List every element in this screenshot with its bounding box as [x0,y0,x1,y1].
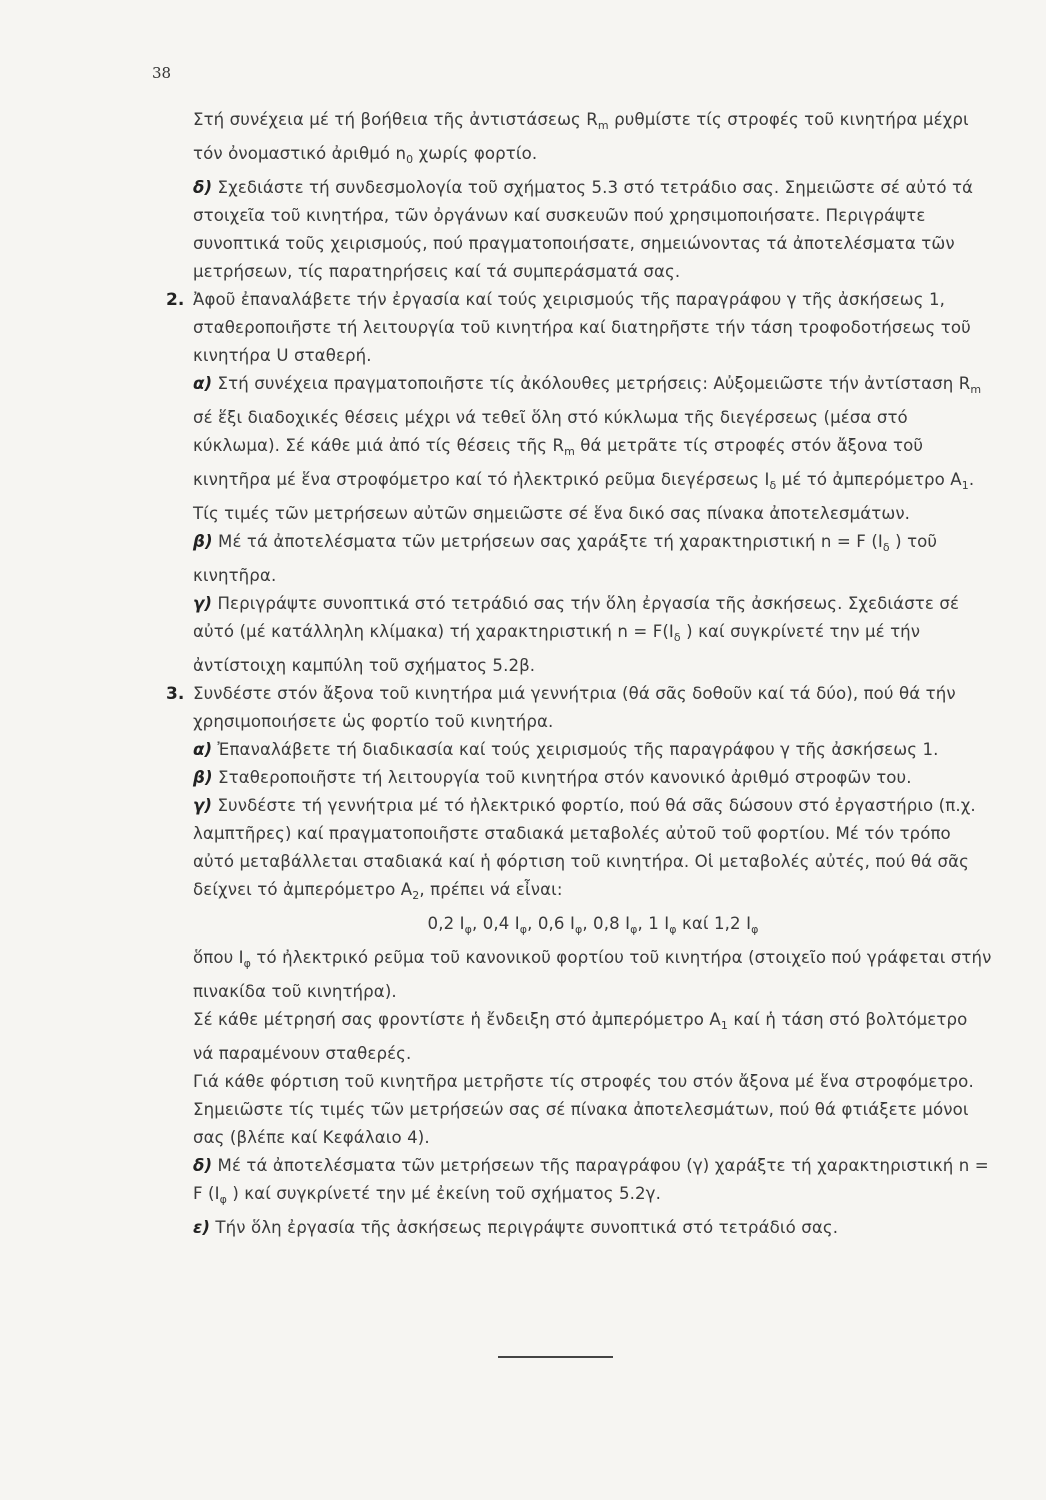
sec3-item-a: α) Ἐπαναλάβετε τή διαδικασία καί τούς χειρισμούς τῆς παραγράφου γ τῆς ἀσκήσεως 1. [193,740,939,759]
sec2-item-b: β) Μέ τά ἀποτελέσματα τῶν μετρήσεων σας χαράξτε τή χαρακτηριστική n = F ($I_\delta$ ) τοῦ κινητῆρα. [193,532,938,585]
sec3-intro: 3. Συνδέστε στόν ἄξονα τοῦ κινητήρα μιά γεννήτρια (θά σᾶς δοθοῦν καί τά δύο), πού θά τήν χρησιμοποιήσετε ὡς φορτίο τοῦ κινητήρα. [193,680,993,736]
sec3-where: ὅπου $I_\varphi$ τό ἠλεκτρικό ρεῦμα τοῦ κανονικοῦ φορτίου τοῦ κινητήρα (στοιχεῖο πού γράφεται στήν πινακίδα τοῦ κινητήρα). [193,948,992,1001]
end-rule [498,1356,613,1358]
page-body [166,106,993,1242]
sec3-item-c: γ) Συνδέστε τή γεννήτρια μέ τό ἠλεκτρικό φορτίο, πού θά σᾶς δώσουν στό ἐργαστήριο (π.χ. λαμπτῆρες) καί πραγματοποιῆστε σταδιακά μεταβολές αὐτοῦ τοῦ φορτίου. Μέ τόν τρόπο αὐτό μεταβάλλεται σταδιακά καί ἡ φόρτιση τοῦ κινητήρα. Οἱ μεταβολές αὐτές, πού θά σᾶς δείχνει τό ἀμπερόμετρο $A_2$, πρέπει νά εἶναι: [193,796,976,902]
sec3-item-e: ε) Τήν ὅλη ἐργασία τῆς ἀσκήσεως περιγράψτε συνοπτικά στό τετράδιό σας. [193,1218,839,1237]
page-number: 38 [152,64,172,82]
sec3-load: Γιά κάθε φόρτιση τοῦ κινητῆρα μετρῆστε τίς στροφές του στόν ἄξονα μέ ἕνα στροφόμετρο. Σημειῶστε τίς τιμές τῶν μετρήσεών σας σέ πίνακα ἀποτελεσμάτων, πού θά φτιάξετε μόνοι σας (βλέπε καί Κεφάλαιο 4). [193,1072,974,1147]
sec2-item-a: α) Στή συνέχεια πραγματοποιῆστε τίς ἀκόλουθες μετρήσεις: Αὐξομειῶστε τήν ἀντίσταση $R_m$ σέ ἕξι διαδοχικές θέσεις μέχρι νά τεθεῖ ὅλη στό κύκλωμα τῆς διεγέρσεως (μέσα στό κύκλωμα). Σέ κάθε μιά ἀπό τίς θέσεις τῆς $R_m$ θά μετρᾶτε τίς στροφές στόν ἄξονα τοῦ κινητῆρα μέ ἕνα στροφόμετρο καί τό ἠλεκτρικό ρεῦμα διεγέρσεως $I_\delta$ μέ τό ἀμπερόμετρο $A_1$. Τίς τιμές τῶν μετρήσεων αὐτῶν σημειῶστε σέ ἕνα δικό σας πίνακα ἀποτελεσμάτων. [193,374,982,523]
sec1-item-d: δ) Σχεδιάστε τή συνδεσμολογία τοῦ σχήματος 5.3 στό τετράδιο σας. Σημειῶστε σέ αὐτό τά στοιχεῖα τοῦ κινητήρα, τῶν ὀργάνων καί συσκευῶν πού χρησιμοποιήσατε. Περιγράψτε συνοπτικά τοῦς χειρισμούς, πού πραγματοποιήσατε, σημειώνοντας τά ἀποτελέσματα τῶν μετρήσεων, τίς παρατηρήσεις καί τά συμπεράσματά σας. [193,178,974,281]
sec3-item-b: β) Σταθεροποιῆστε τή λειτουργία τοῦ κινητήρα στόν κανονικό ἀριθμό στροφῶν του. [193,768,912,787]
sec2-number: 2. [166,290,185,310]
sec2-intro: 2. Ἀφοῦ ἐπαναλάβετε τήν ἐργασία καί τούς χειρισμούς τῆς παραγράφου γ τῆς ἀσκήσεως 1, σταθεροποιῆστε τή λειτουργία τοῦ κινητήρα καί διατηρῆστε τήν τάση τροφοδοτήσεως τοῦ κινητήρα U σταθερή. [193,286,993,370]
sec3-number: 3. [166,684,185,704]
load-formula: 0,2 $I_\varphi$, 0,4 $I_\varphi$, 0,6 $I_\varphi$, 0,8 $I_\varphi$, 1 $I_\varphi$ καί 1,2 $I_\varphi$ [427,914,759,936]
sec1-paragraph: Στή συνέχεια μέ τή βοήθεια τῆς ἀντιστάσεως $R_m$ ρυθμίστε τίς στροφές τοῦ κινητήρα μέχρι τόν ὀνομαστικό ἀριθμό $n_0$ χωρίς φορτίο. [193,110,969,166]
sec3-item-d: δ) Μέ τά ἀποτελέσματα τῶν μετρήσεων τῆς παραγράφου (γ) χαράξτε τή χαρακτηριστική n = F ($I_\varphi$ ) καί συγκρίνετέ την μέ ἐκείνη τοῦ σχήματος 5.2γ. [193,1156,989,1206]
sec3-each: Σέ κάθε μέτρησή σας φροντίστε ἡ ἔνδειξη στό ἀμπερόμετρο $A_1$ καί ἡ τάση στό βολτόμετρο νά παραμένουν σταθερές. [193,1010,968,1063]
sec2-item-c: γ) Περιγράψτε συνοπτικά στό τετράδιό σας τήν ὅλη ἐργασία τῆς ἀσκήσεως. Σχεδιάστε σέ αὐτό (μέ κατάλληλη κλίμακα) τή χαρακτηριστική $n = F(I_\delta$ ) καί συγκρίνετέ την μέ τήν ἀντίστοιχη καμπύλη τοῦ σχήματος 5.2β. [193,594,960,675]
